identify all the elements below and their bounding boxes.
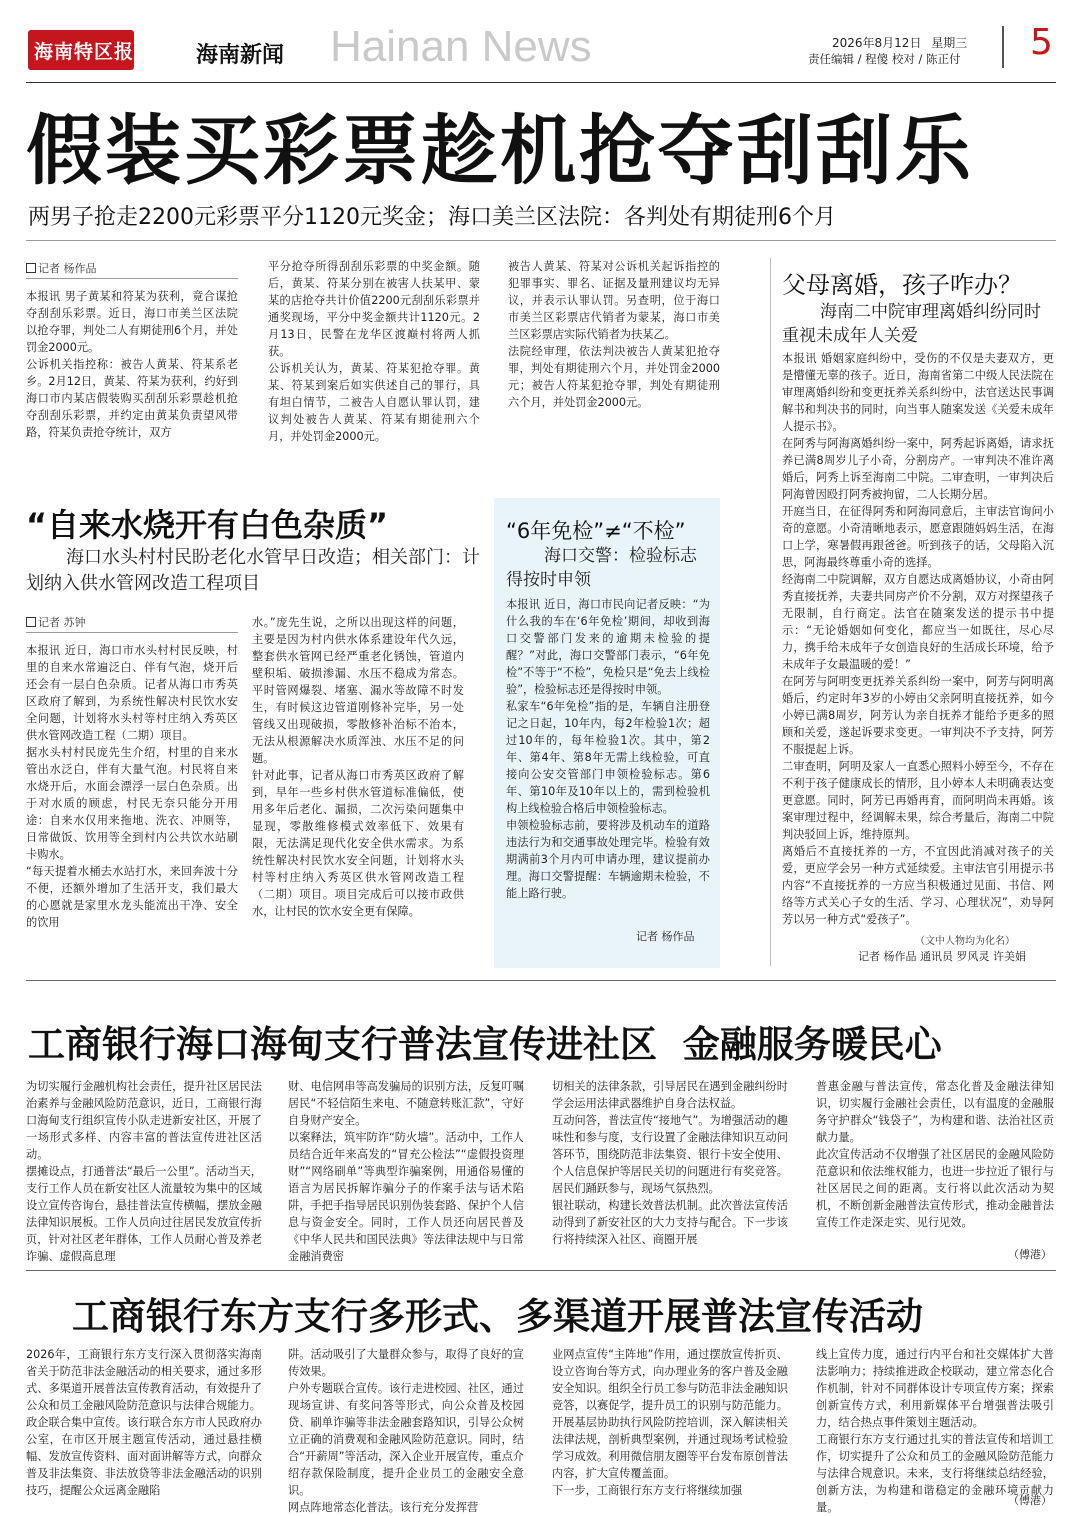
story1-col2: 平分抢夺所得刮刮乐彩票的中奖金额。随后，黄某、符某分别在被害人扶某甲、蒙某的店抢夺共计价值2200元刮刮乐彩票并通奖现场，平分中奖金额共计1120元。2月13日，民警在龙华区渡巅村将两人抓获。 公诉机关认为，黄某、符某犯抢夺罪。黄某、符某到案后如实供述自己的罪行，具有坦白情节，二被告人自愿认罪认罚，建议判处被告人黄某、符某有期徒刑六个月，并处罚金2000元。 bbox=[268, 260, 480, 443]
issue-date bbox=[832, 34, 967, 51]
section-rule-1 bbox=[26, 980, 1056, 981]
story6-col4: 线上宣传力度，通过行内平台和社交媒体扩大普法影响力；持续推进政企校联动，建立常态化合作机制，针对不同群体设计专项宣传方案；探索创新宣传方式，利用新媒体平台增强普法吸引力，结合热点事件策划主题活动。 工商银行东方支行通过扎实的普法宣传和培训工作，切实提升了公众和员工的金融风险防范能力与法律合规意识。未来，支行将继续总结经验，创新方法，为构建和谐稳定的金融环境贡献力量。 bbox=[816, 1348, 1054, 1514]
story4-byline: 记者 杨作品 通讯员 罗风灵 许美娟 bbox=[858, 950, 1026, 963]
story1-col3: 被告人黄某、符某对公诉机关起诉指控的犯罪事实、罪名、证据及量刑建议均无异议，并表示认罪认罚。另查明，位于海口市美兰区彩票店代销者为蒙某，海口市美兰区彩票店实际代销者为扶某乙。 法院经审理，依法判决被告人黄某犯抢夺罪，判处有期徒刑六个月，并处罚金2000元；被告人符某犯抢夺罪，判处有期徒刑六个月，并处罚金2000元。 bbox=[508, 260, 720, 409]
story5-col3: 切相关的法律条款，引导居民在遇到金融纠纷时学会运用法律武器维护自身合法权益。 互动问答，普法宣传“接地气”。为增强活动的趣味性和参与度，支行设置了金融法律知识互动问答环节，围绕防范非法集资、银行卡安全使用、个人信息保护等居民关切的问题进行有奖竞答。居民们踊跃参与，现场气氛热烈。 银社联动，构建长效普法机制。此次普法宣传活动得到了新安社区的大力支持与配合。下一步该行将持续深入社区、商圈开展 bbox=[552, 1080, 788, 1246]
story1-byline-rule bbox=[26, 278, 238, 279]
story3-byline: 记者 杨作品 bbox=[636, 930, 695, 943]
masthead-rule bbox=[26, 82, 1056, 83]
right-column-divider bbox=[770, 258, 771, 966]
story2-col1: 本报讯 近日，海口市水头村村民反映，村里的自来水常遍泛白、伴有气泡，烧开后还会有一层白色杂质。记者从海口市秀英区政府了解到，为系统性解决村民饮水安全问题，计划将水头村等村庄纳入秀英区供水管网改造工程（二期）项目。 据水头村村民庞先生介绍，村里的自来水管出水泛白，伴有大量气泡。村民将自来水烧开后，水面会漂浮一层白色杂质。出于对水质的顾虑，村民无奈只能分开用途：自来水仅用来拖地、洗衣、冲厕等，日常做饭、饮用等全到村内公共饮水站刷卡购水。 “每天提着水桶去水站打水，来回奔波十分不便，还额外增加了生活开支，我们最大的心愿就是家里水龙头能流出干净、安全的饮用 bbox=[26, 644, 238, 929]
story3-headline: “6年免检”≠“不检” bbox=[506, 519, 686, 543]
story2-subhead: 海口水头村村民盼老化水管早日改造；相关部门：计划纳入供水管网改造工程项目 bbox=[26, 547, 480, 594]
section-rule-2 bbox=[26, 1270, 1056, 1271]
section-title-en: Hainan News bbox=[330, 22, 592, 71]
story3-body: 本报讯 近日，海口市民向记者反映：“为什么我的车在‘6年免检’期间，却收到海口交警部门发来的逾期未检验的提醒？”对此，海口交警部门表示，“6年免检”不等于“不检”，免检只是“免去上线检验”，检验标志还是得按时申领。 私家车“6年免检”指的是，车辆自注册登记之日起，10年内，每2年检验1次；超过10年的，每年检验1次。其中，第2年、第4年、第8年无需上线检验，可直接向公安交管部门申领检验标志。第6年、第10年及10年以上的，需到检验机构上线检验合格后申领检验标志。 申领检验标志前，要将涉及机动车的道路违法行为和交通事故处理完毕。检验有效期满前3个月内可申请办理，建议提前办理。海口交警提醒：车辆逾期未检验，不能上路行驶。 bbox=[506, 598, 710, 900]
story1-col1: 本报讯 男子黄某和符某为获利，竟合谋抢夺刮刮乐彩票。近日，海口市美兰区法院以抢夺罪，判处二人有期徒刑6个月，并处罚金2000元。 公诉机关指控称：被告人黄某、符某系老乡。2月12日，黄某、符某为获利，约好到海口市内某店假装购买刮刮乐彩票趁机抢夺刮刮乐彩票，并约定由黄某负责望风带路，符某负责抢夺统计，双方 bbox=[26, 290, 238, 439]
story1-headline: 假装买彩票趁机抢夺刮刮乐 bbox=[26, 106, 974, 195]
story4-subhead: 海南二中院审理离婚纠纷同时重视未成年人关爱 bbox=[782, 302, 1041, 346]
story4-headline: 父母离婚，孩子咋办？ bbox=[782, 271, 1022, 299]
story4-note: （文中人物均为化名） bbox=[915, 936, 1015, 947]
section-title: 海南新闻 bbox=[196, 42, 285, 68]
story1-subhead-rule bbox=[26, 240, 1056, 241]
story1-byline: 记者 杨作品 bbox=[26, 260, 97, 276]
story6-headline: 工商银行东方支行多形式、多渠道开展普法宣传活动 bbox=[72, 1295, 923, 1338]
page-number: 5 bbox=[1030, 22, 1053, 63]
story6-col2: 阱。活动吸引了大量群众参与，取得了良好的宣传效果。 户外专题联合宣传。该行走进校园、社区，通过现场宣讲、有奖问答等形式，向公众普及校园贷、刷单诈骗等非法金融套路知识，引导公众树立正确的消费观和金融风险防范意识。同时，结合“开薪周”等活动，深入企业开展宣传，重点介绍存款保险制度，提升企业员工的金融安全意识。 网点阵地常态化普法。该行充分发挥营 bbox=[288, 1348, 524, 1514]
story3-subhead: 海口交警：检验标志得按时申领 bbox=[506, 546, 697, 590]
date-text: 2026年8月12日 bbox=[832, 36, 922, 50]
story5-col1: 为切实履行金融机构社会责任，提升社区居民法治素养与金融风险防范意识，近日，工商银行海口海甸支行组织宣传小队走进新安社区，开展了一场形式多样、内容丰富的普法宣传进社区活动。 摆摊设点，打通普法“最后一公里”。活动当天，支行工作人员在新安社区人流量较为集中的区域设立宣传咨询台，悬挂普法宣传横幅，摆放金融法律知识展板。工作人员向过往居民发放宣传折页，针对社区老年群体，工作人员耐心普及养老诈骗、虚假高息理 bbox=[26, 1080, 262, 1263]
logo-text: 海南特区报 bbox=[34, 41, 135, 63]
story5-col2: 财、电信网串等高发骗局的识别方法，反复叮嘱居民“不轻信陌生来电、不随意转账汇款”，守好自身财产安全。 以案释法，筑牢防诈“防火墙”。活动中，工作人员结合近年来高发的“冒充公检法”“虚假投资理财”“网络刷单”等典型诈骗案例，用通俗易懂的语言为居民拆解诈骗分子的作案手法与话术陷阱，手把手指导居民识别伪装套路、保护个人信息与资金安全。同时，工作人员还向居民普及《中华人民共和国民法典》等法律法规中与日常金融消费密 bbox=[288, 1080, 524, 1263]
story2-headline: “自来水烧开有白色杂质” bbox=[26, 506, 389, 544]
story6-credit: （傅港） bbox=[1008, 1494, 1052, 1507]
story4-body: 本报讯 婚姻家庭纠纷中，受伤的不仅是夫妻双方，更是懵懂无辜的孩子。近日，海南省第二中级人民法院在审理离婚纠纷和变更抚养关系纠纷中，法官送达民事调解书和判决书的同时，向当事人随案发送《关爱未成年人提示书》。 在阿秀与阿海离婚纠纷一案中，阿秀起诉离婚，请求抚养已满8周岁儿子小奇，分割房产。一审判决不准许离婚后，阿秀上诉至海南二中院。二审查明，一审判决后阿海曾因殴打阿秀被拘留，二人长期分居。 开庭当日，在征得阿秀和阿海同意后，主审法官询问小奇的意愿。小奇清晰地表示，愿意跟随妈妈生活，在海口上学，寒暑假再跟爸爸。听到孩子的话，父母陷入沉思，阿海最终尊重小奇的选择。 经海南二中院调解，双方自愿达成离婚协议，小奇由阿秀直接抚养，夫妻共同房产价不分割，双方对探望孩子无限制，自行商定。法官在随案发送的提示书中提示：“无论婚姻如何变化，都应当一如既往，尽心尽力，携手给未成年子女创造良好的生活成长环境，给予未成年子女最温暖的爱！” 在阿芳与阿明变更抚养关系纠纷一案中，阿芳与阿明离婚后，约定时年3岁的小婷由父亲阿明直接抚养，如今小婷已满8周岁，阿芳认为亲自抚养才能给予更多的照顾和关爱，遂起诉要求变更。一审判决不予支持，阿芳不服提起上诉。 二审查明，阿明及家人一直悉心照料小婷至今，不存在不利于孩子健康成长的情形，且小婷本人未明确表达变更意愿。同时，阿芳已再婚再育，而阿明尚未再婚。该案审理过程中，经调解未果，综合考量后，海南二中院判决驳回上诉，维持原判。 离婚后不直接抚养的一方，不宜因此消减对孩子的关爱，更应学会另一种方式延续爱。主审法官引用提示书内容“不直接抚养的一方应当积极通过见面、书信、网络等方式关心子女的生活、学习、心理状况”，劝导阿芳以另一种方式“爱孩子”。 bbox=[782, 352, 1054, 926]
page-number-divider bbox=[1002, 26, 1004, 68]
masthead bbox=[0, 0, 1080, 80]
story2-byline-rule bbox=[26, 632, 238, 633]
editor-credits: 责任编辑 / 程傻 校对 / 陈正付 bbox=[808, 52, 961, 66]
weekday-text: 星期三 bbox=[931, 36, 968, 50]
story6-col3: 业网点宣传“主阵地”作用，通过摆放宣传折页、设立咨询台等方式，向办理业务的客户普及金融安全知识。组织全行员工参与防范非法金融知识竞答，以赛促学，提升员工的识别与防范能力。开展基层协助执行风险防控培训，深入解读相关法律法规，剖析典型案例，并通过现场考试检验学习成效。利用微信朋友圈等平台发布原创普法内容，扩大宣传覆盖面。 下一步，工商银行东方支行将继续加强 bbox=[552, 1348, 788, 1497]
newspaper-logo bbox=[28, 30, 134, 70]
story5-headline: 工商银行海口海甸支行普法宣传进社区 金融服务暖民心 bbox=[28, 1023, 942, 1066]
story2-byline: 记者 苏钟 bbox=[26, 614, 86, 630]
story6-col1: 2026年，工商银行东方支行深入贯彻落实海南省关于防范非法金融活动的相关要求，通过多形式、多渠道开展普法宣传教育活动，有效提升了公众和员工金融风险防范意识与法律合规能力。 政企联合集中宣传。该行联合东方市人民政府办公室，在市区开展主题宣传活动，通过悬挂横幅、发放宣传资料、面对面讲解等方式，向群众普及非法集资、非法放贷等非法金融活动的识别技巧，提醒公众远离金融陷 bbox=[26, 1348, 262, 1497]
story1-subhead: 两男子抢走2200元彩票平分1120元奖金；海口美兰区法院：各判处有期徒刑6个月 bbox=[28, 205, 836, 230]
story5-col4: 普惠金融与普法宣传，常态化普及金融法律知识，切实履行金融社会责任，以有温度的金融服务守护群众“钱袋子”，为构建和谐、法治社区贡献力量。 此次宣传活动不仅增强了社区居民的金融风险防范意识和依法维权能力，也进一步拉近了银行与社区居民之间的距离。支行将以此次活动为契机，不断创新金融普法宣传形式，推动金融普法宣传工作走深走实、见行见效。 bbox=[816, 1080, 1054, 1229]
story5-credit: （傅港） bbox=[1008, 1248, 1052, 1261]
story2-col2: 水。”庞先生说，之所以出现这样的问题，主要是因为村内供水体系建设年代久远，整套供水管网已经严重老化锈蚀，管道内壁积垢、破损渗漏、水压不稳成为常态。平时管网爆裂、堵塞、漏水等故障不时发生，有时候这边管道刚修补完毕，另一处管线又出现破损，零散修补治标不治本，无法从根源解决水质浑浊、水压不足的问题。 针对此事，记者从海口市秀英区政府了解到，早年一些乡村供水管道标准偏低，使用多年后老化、漏损，二次污染问题集中显现，零散维修模式效率低下、效果有限，无法满足现代化安全供水需求。为系统性解决村民饮水安全问题，计划将水头村等村庄纳入秀英区供水管网改造工程（二期）项目。项目完成后可以接市政供水，让村民的饮水安全更有保障。 bbox=[252, 616, 464, 918]
